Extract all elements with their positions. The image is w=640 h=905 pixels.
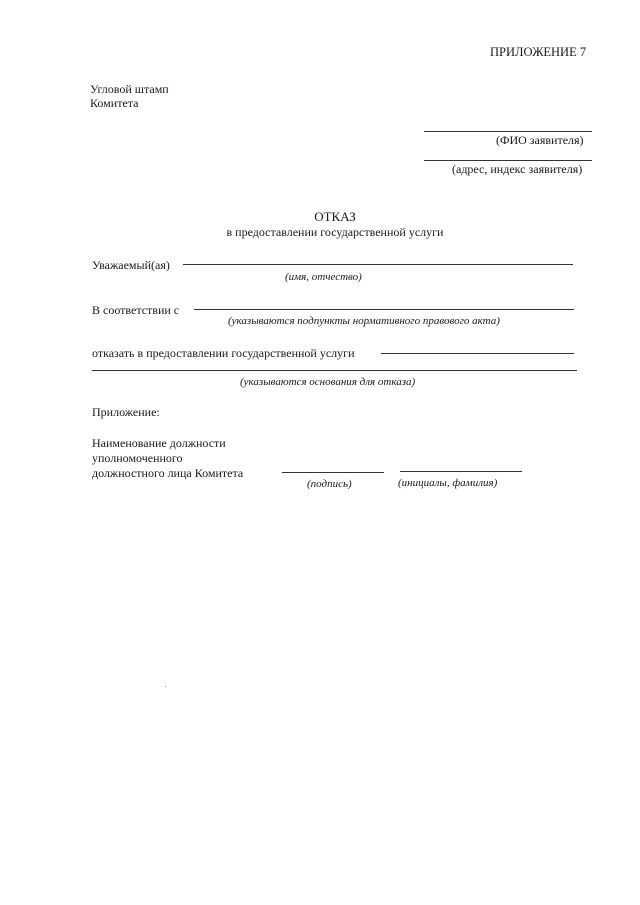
greeting-caption: (имя, отчество) (285, 271, 362, 283)
signature-line (282, 472, 384, 473)
accordance-line (194, 309, 574, 310)
attachment-label: Приложение: (92, 405, 160, 419)
appendix-label: ПРИЛОЖЕНИЕ 7 (490, 45, 587, 59)
official-position-line1: Наименование должности (92, 436, 226, 450)
official-position-line3: должностного лица Комитета (92, 466, 244, 480)
initials-caption: (инициалы, фамилия) (398, 477, 498, 489)
refusal-caption: (указываются основания для отказа) (240, 376, 416, 388)
corner-stamp-line1: Угловой штамп (90, 82, 169, 96)
document-subtitle: в предоставлении государственной услуги (226, 225, 444, 239)
applicant-address-line (424, 160, 592, 161)
refusal-line-1 (381, 353, 574, 354)
greeting-label: Уважаемый(ая) (92, 258, 170, 272)
corner-stamp-line2: Комитета (90, 96, 139, 110)
applicant-name-line (424, 131, 592, 132)
scan-speck (165, 686, 166, 687)
applicant-name-caption: (ФИО заявителя) (496, 133, 584, 147)
applicant-address-caption: (адрес, индекс заявителя) (452, 162, 583, 176)
initials-line (400, 471, 522, 472)
greeting-line (183, 264, 573, 265)
signature-caption: (подпись) (307, 478, 352, 490)
refusal-line-2 (92, 370, 577, 371)
accordance-caption: (указываются подпункты нормативного правового акта) (228, 315, 500, 327)
refusal-label: отказать в предоставлении государственной услуги (92, 346, 355, 360)
official-position-line2: уполномоченного (92, 451, 183, 465)
accordance-label: В соответствии с (92, 303, 180, 317)
document-title: ОТКАЗ (314, 209, 356, 224)
